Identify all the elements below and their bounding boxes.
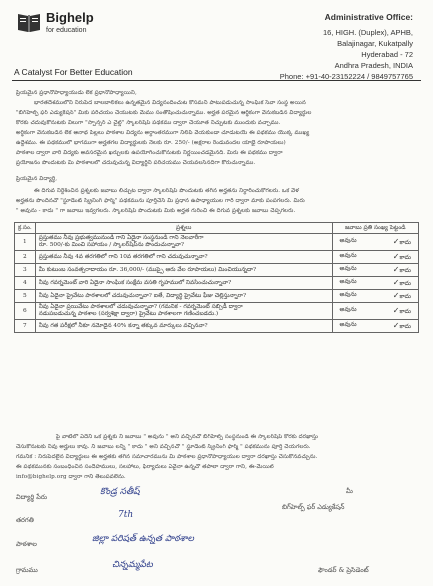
letter-salutation: ప్రియమైన ప్రధానోపాధ్యాయుడు లేక ప్రధానోపాధ్యాయిని, (16, 90, 137, 96)
yes-option[interactable]: అవును (339, 306, 357, 313)
address-block (243, 12, 413, 82)
table-header-row (15, 223, 419, 234)
no-option[interactable] (392, 306, 411, 316)
no-label: కాదు (399, 239, 411, 246)
row-answer[interactable] (332, 290, 418, 303)
col-answer: జవాబు ప్రతి సంఖ్య పెట్టండి (332, 223, 418, 234)
student-name-value[interactable]: కొండ్ర సతీష్ (100, 487, 140, 497)
class-value[interactable]: 7th (118, 510, 134, 520)
no-label: కాదు (399, 323, 411, 330)
closing-line: చేసుకొనుటకు నీవు అర్హులు కావు. నీ జవాబు లన్నీ " కాదు " అని వచ్చినచో " స్టూడెంట్ స్క్రీనింగ్ ఫార్మ్ " పథకమును పూర్తి చేయగలరు. (16, 444, 311, 450)
row-question (35, 320, 332, 333)
village-value[interactable]: చిన్నమ్మపేట (112, 560, 153, 570)
school-value[interactable]: జిల్లా పరిషత్ ఉన్నత పాఠశాల (92, 534, 194, 544)
check-mark-icon: ✓ (392, 306, 400, 315)
no-option[interactable] (392, 278, 411, 288)
row-number: 6 (15, 303, 36, 320)
check-mark-icon: ✓ (392, 265, 400, 274)
table-row (15, 320, 419, 333)
no-label: కాదు (399, 254, 411, 261)
table-row (15, 264, 419, 277)
row-answer[interactable] (332, 320, 418, 333)
no-option[interactable] (392, 265, 411, 275)
address-line: Hyderabad - 72 (361, 50, 413, 59)
no-label: కాదు (399, 293, 411, 300)
row-number: 4 (15, 277, 36, 290)
book-logo-icon (16, 10, 42, 34)
closing-line: పై వాటిలో ఏదేని ఒక ప్రశ్నకు నీ జవాబు " అవును " అని వచ్చినచో బిగ్‌హెల్ప్ సంస్థనుండి ఈ స్కాలర్‌షిప్ కొరకు దరఖాస్తు (56, 434, 318, 440)
row-answer[interactable] (332, 277, 418, 290)
signature-title: ఫౌండర్ & ప్రెసిడెంట్ (318, 566, 369, 574)
check-mark-icon: ✓ (392, 237, 400, 246)
student-line: " అవును - కాదు " గా జవాబు ఇవ్వగలరు. స్కాలర్‌షిప్ పొందుటకు మీకు అర్హత గురించి ఈ దిగువ ప్రశ్నలకు జవాబు చెప్పగలరు. (16, 208, 296, 214)
table-row (15, 290, 419, 303)
tagline: A Catalyst For Better Education (14, 67, 133, 77)
col-question: ప్రశ్నలు (35, 223, 332, 234)
village-label: గ్రామము (16, 566, 38, 574)
letter-line: "బిగ్‌హెల్ప్ ఫర్ ఎడ్యుకేషన్" మీకు పరిచయం చేయుటకు మేము సంతోషించుచున్నాము. అర్హత పరమైన ఆర్థికంగా వెనుకబడిన విద్యార్థుల (16, 110, 312, 116)
address-phone: Phone: +91-40-23152224 / 9849757765 (279, 72, 413, 81)
row-question (35, 251, 332, 264)
row-number: 1 (15, 234, 36, 251)
sign-off-prefix: మీ (346, 487, 353, 495)
letter-line: ప్రయోజనం పొందుటకు మీ పాఠశాలలో చదువుచున్న విద్యార్థిని పరిచయము చేయవలసినదిగా కోరుచున్నాము. (16, 160, 256, 166)
col-serial: క్ర.సం. (15, 223, 36, 234)
letter-line: పాఠశాల ద్వారా వారి విద్యకు అవసరమైన ఖర్చులకు ఉపయోగించుకొనుటకు నిర్ణయించడమైనది. మీరు ఈ పథకము ద్వారా (16, 150, 283, 156)
question-line: నీవు గత పరీక్షలో నీకూ నమోదైన 40% కన్నా తక్కువ మార్కులు వచ్చినవా? (38, 322, 208, 329)
closing-line: info@bighelp.org ద్వారా గాని తెలుపవలెను. (16, 474, 126, 480)
closing-line: ఈ పథకమునకు సంబంధించిన సందేహములు, సలహాలు, ఫిర్యాదులు ఏవైనా ఉన్నచో తపాలా ద్వారా గాని, ఈ-మెయిల్ (16, 464, 274, 470)
header-divider (12, 80, 421, 81)
no-option[interactable] (392, 291, 411, 301)
question-line: నీవు గవర్నమెంట్ వారి ఏదైనా సాంఘిక సంక్షేమ వసతి గృహములో నివసించుచున్నావా? (38, 279, 232, 286)
yes-option[interactable]: అవును (339, 265, 357, 272)
no-option[interactable] (392, 237, 411, 247)
letter-line: భారతదేశములోని నిరుపేద బాలబాలికలు ఉన్నతమైన విద్యనందించుట కోసమని పాటుపడుచున్న సాంఘిక సేవా సంస్థ అయిన (34, 100, 306, 106)
brand-name: Bighelp (46, 10, 94, 25)
address-line: 16, HIGH. (Duplex), APHB, (322, 28, 413, 37)
letter-line: అర్థికంగా వెనుకబడిన లేక ఆనాథ పిల్లలు పాఠశాల విద్యను అర్ధాంతరముగా నిలిపి వేయకుండా చూడుటయే ఈ పథకము యొక్క ముఖ్య (16, 130, 310, 136)
brand-subtitle: for education (46, 27, 87, 34)
row-question (35, 264, 332, 277)
student-name-label: విద్యార్థి పేరు (16, 493, 48, 501)
yes-option[interactable]: అవును (339, 252, 357, 259)
class-label: తరగతి (16, 516, 34, 524)
row-number: 2 (15, 251, 36, 264)
yes-option[interactable]: అవును (339, 237, 357, 244)
question-line: నీవు ఏదైనా ప్రైవేటు పాఠశాలలో చదువుచున్నావా? ఐతే, విద్యార్థి ప్రైవేటు ఫీజు చెల్లిస్తున్నారా? (38, 292, 247, 299)
table-row (15, 251, 419, 264)
row-question (35, 303, 332, 320)
question-line: రూ. 500/-కు మించి సహాయం / స్కాలర్‌షిప్‌ను పొందుచున్నావా? (38, 242, 185, 248)
table-row (15, 277, 419, 290)
address-title: Administrative Office: (324, 12, 413, 22)
row-answer[interactable] (332, 251, 418, 264)
no-option[interactable] (392, 252, 411, 262)
no-option[interactable] (392, 321, 411, 331)
question-line: ప్రస్తుతము నీవు ప్రభుత్వమునుండి గాని ఏదైనా సంస్థనుండి గాని నెలవారీగా (38, 235, 204, 241)
table-row (15, 234, 419, 251)
question-line: ప్రస్తుతము నీవు 4వ తరగతిలో గాని 10వ తరగతిలో గాని చదువుచున్నావా? (38, 253, 208, 260)
student-salutation: ప్రియమైన విద్యార్థి, (16, 176, 58, 182)
row-answer[interactable] (332, 303, 418, 320)
eligibility-table (14, 222, 419, 333)
yes-option[interactable]: అవును (339, 278, 357, 285)
school-label: పాఠశాల (16, 540, 37, 548)
check-mark-icon: ✓ (392, 291, 400, 300)
student-line: అర్హతను పొందినచో "స్టూడెంట్ స్క్రీనింగ్ ఫార్మ్" పథకమును పూర్తిచేసి మీ ప్రధాన ఉపాధ్యాయుల గారి ద్వారా మాకు పంపగలరు. మీరు (16, 198, 305, 204)
no-label: కాదు (399, 308, 411, 315)
question-line: నడుపబడుచున్న పాఠశాల (సర్వశిక్షా ద్వారా) ప్రైవేటు పాఠశాలగా గణించబడదు.) (38, 311, 219, 317)
row-question (35, 277, 332, 290)
letter-line: ఉద్దేశము. ఈ పథకములో భాగముగా అర్హతగల విద్యార్థులకు నెలకు రూ. 250/- (అక్షరాల రెండువందల యాభై రూపాయలు) (16, 140, 286, 146)
bighelp-logo (16, 8, 166, 48)
question-line: నీవు ఏదైనా ప్రయివేటు పాఠశాలలో చదువుచున్నావా? (గమనిక - గవర్నమెంట్ సబ్సిడీ ద్వారా (38, 304, 243, 310)
question-line: మీ కుటుంబ సంవత్సరాదాయం రూ. 36,000/- (ముప్పై ఆరు వేల రూపాయలు) మించియున్నదా? (38, 266, 257, 273)
check-mark-icon: ✓ (392, 321, 400, 330)
table-row (15, 303, 419, 320)
letter-line: కొరకు చదువుకొనుటకు వీలుగా "స్పాన్సర్ ఎ చైల్డ్" స్కాలర్‌షిప్ పథకము ద్వారా చేయూత నిచ్చుటకు ముందుకు వచ్చాము. (16, 120, 281, 126)
check-mark-icon: ✓ (392, 278, 400, 287)
yes-option[interactable]: అవును (339, 291, 357, 298)
yes-option[interactable]: అవును (339, 321, 357, 328)
closing-line: గమనిక : నిరుపేదలైన విద్యార్థులు ఈ అర్హతకు తగిన సమాచారమును మీ పాఠశాల ప్రధానోపాధ్యాయుల ద్వారా దరఖాస్తు చేసుకొనవచ్చును. (16, 454, 318, 460)
row-answer[interactable] (332, 234, 418, 251)
organization-label: బిగ్‌హెల్ప్ ఫర్ ఎడ్యుకేషన్ (282, 503, 345, 511)
row-number: 5 (15, 290, 36, 303)
row-number: 3 (15, 264, 36, 277)
no-label: కాదు (399, 280, 411, 287)
student-line: ఈ దిగువ నిర్దేశించిన ప్రశ్నలకు జవాబు లిచ్చుట ద్వారా స్కాలర్‌షిప్ పొందుటకు తగిన అర్హతను నిర్ధారించుకోగలరు. ఒక వేళ (34, 188, 299, 194)
check-mark-icon: ✓ (392, 252, 400, 261)
address-line: Andhra Pradesh, INDIA (334, 61, 413, 70)
row-answer[interactable] (332, 264, 418, 277)
row-number: 7 (15, 320, 36, 333)
no-label: కాదు (399, 267, 411, 274)
row-question (35, 234, 332, 251)
address-line: Balajinagar, Kukatpally (337, 39, 413, 48)
row-question (35, 290, 332, 303)
